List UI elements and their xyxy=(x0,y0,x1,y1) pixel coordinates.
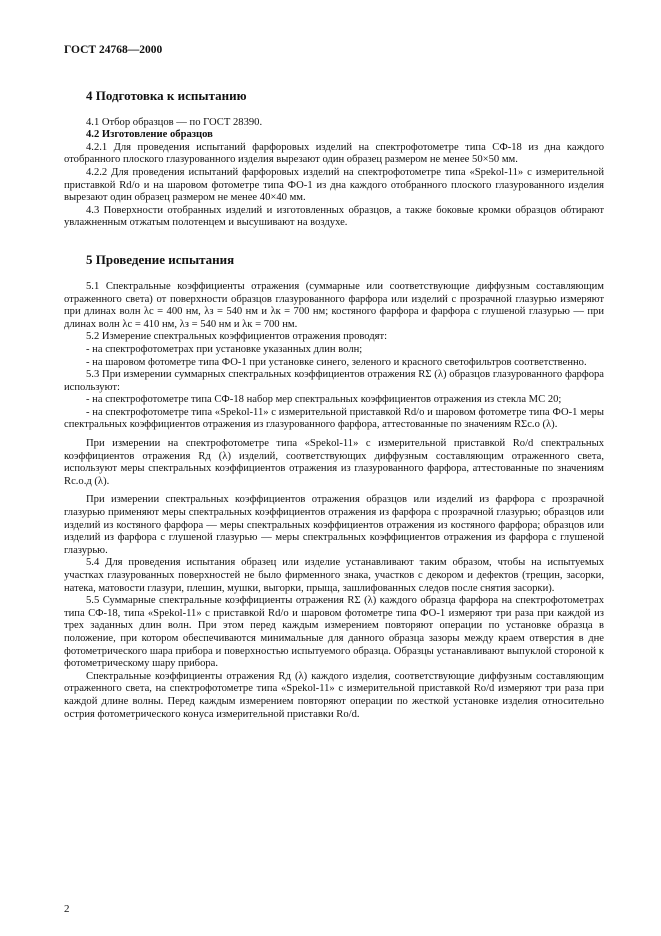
section-5-title: 5 Проведение испытания xyxy=(86,251,235,267)
paragraph-5-5: 5.5 Суммарные спектральные коэффициенты отражения RΣ (λ) каждого образца фарфора на спектрофотометрах типа СФ-18, типа «Spekol-11» с приставкой Rd/o и шаровом фотометре типа ФО-1 измеряют три раза при каждой из трех заданных длин волн. При этом перед каждым измерением повторяют операции по установке образца в положение, при котором обеспечиваются минимальные для данного образца зазоры между краем отверстия в дне фотометрического шара прибора и поверхностью испытуемого образца. Образцы устанавливают выпуклой стороной к фотометрическому шару прибора. xyxy=(64,595,604,670)
paragraph-4-3: 4.3 Поверхности отобранных изделий и изготовленных образцов, а также боковые кромки образцов обтирают увлажненным отжатым полотенцем и высушивают на воздухе. xyxy=(64,204,604,229)
paragraph-5-3: 5.3 При измерении суммарных спектральных коэффициентов отражения RΣ (λ) образцов глазурованного фарфора используют: xyxy=(64,369,604,393)
list-item-5-2-a: - на спектрофотометрах при установке указанных длин волн; xyxy=(86,343,363,355)
paragraph-4-2: 4.2 Изготовление образцов xyxy=(86,129,213,141)
paragraph-5-2: 5.2 Измерение спектральных коэффициентов отражения проводят: xyxy=(86,331,388,343)
document-header: ГОСТ 24768—2000 xyxy=(64,44,163,56)
list-item-5-3-a: - на спектрофотометре типа СФ-18 набор мер спектральных коэффициентов отражения из стекла МС 20; xyxy=(86,394,562,406)
page-number: 2 xyxy=(64,903,70,915)
paragraph-5-4: 5.4 Для проведения испытания образец или изделие устанавливают таким образом, чтобы на испытуемых участках глазурованных поверхностей не было фирменного знака, участков с декором и дефектов (трещин, засорки, натека, матовости глазури, плешин, мушки, выгорки, прыща, зашлифованных следов после снятия засорки). xyxy=(64,557,604,594)
paragraph-4-1: 4.1 Отбор образцов — по ГОСТ 28390. xyxy=(86,116,263,128)
paragraph-5-1: 5.1 Спектральные коэффициенты отражения (суммарные или соответствующие диффузным составляющим отраженного света) от поверхности образцов глазурованного фарфора или изделий с прозрачной глазурью измеряют при длинах волн λс = 400 нм, λз = 540 нм и λк = 700 нм; костяного фарфора и фарфора с глушеной глазурью — при длинах волн λс = 410 нм, λз = 540 нм и λк = 700 нм. xyxy=(64,280,604,330)
list-item-5-2-b: - на шаровом фотометре типа ФО-1 при установке синего, зеленого и красного светофильтров соответственно. xyxy=(86,356,587,368)
list-item-5-3-b: - на спектрофотометре типа «Spekol-11» с измерительной приставкой Rd/o и шаровом фотометре типа ФО-1 меры спектральных коэффициентов отражения из глазурованного фарфора, аттестованные по значениям RΣс.о (λ). xyxy=(64,406,604,431)
paragraph-4-2-2: 4.2.2 Для проведения испытаний фарфоровых изделий на спектрофотометре типа «Spekol-11» с измерительной приставкой Rd/o и на шаровом фотометре типа ФО-1 из дна каждого отобранного плоского глазурованного изделия вырезают один образец размером не менее 40×40 мм. xyxy=(64,166,604,204)
paragraph-5-3-spekol: При измерении на спектрофотометре типа «Spekol-11» с измерительной приставкой Ro/d спектральных коэффициентов отражения Rд (λ) изделий, соответствующих диффузным составляющим отраженного света, используют меры спектральных коэффициентов отражения из глазурованного фарфора, аттестованные по значениям Rс.о.д (λ). xyxy=(64,438,604,487)
paragraph-5-3-glaze-types: При измерении спектральных коэффициентов отражения образцов или изделий из фарфора с прозрачной глазурью применяют меры спектральных коэффициентов отражения из фарфора с прозрачной глазурью; образцов или изделий из костяного фарфора — меры спектральных коэффициентов отражения из костяного фарфора; образцов или изделий из фарфора с глушеной глазурью — меры спектральных коэффициентов отражения из фарфора с глушеной глазурью. xyxy=(64,494,604,556)
paragraph-5-5-diffuse: Спектральные коэффициенты отражения Rд (λ) каждого изделия, соответствующие диффузным составляющим отраженного света, на спектрофотометре типа «Spekol-11» с измерительной приставкой Ro/d измеряют три раза при каждой длине волны. Перед каждым измерением повторяют операции по жесткой установке изделия относительно острия фотометрического конуса измерительной приставки Ro/d. xyxy=(64,670,604,720)
paragraph-4-2-1: 4.2.1 Для проведения испытаний фарфоровых изделий на спектрофотометре типа СФ-18 из дна каждого отобранного плоского глазурованного изделия вырезают один образец размером не менее 50×50 мм. xyxy=(64,141,604,166)
section-4-title: 4 Подготовка к испытанию xyxy=(86,87,247,103)
